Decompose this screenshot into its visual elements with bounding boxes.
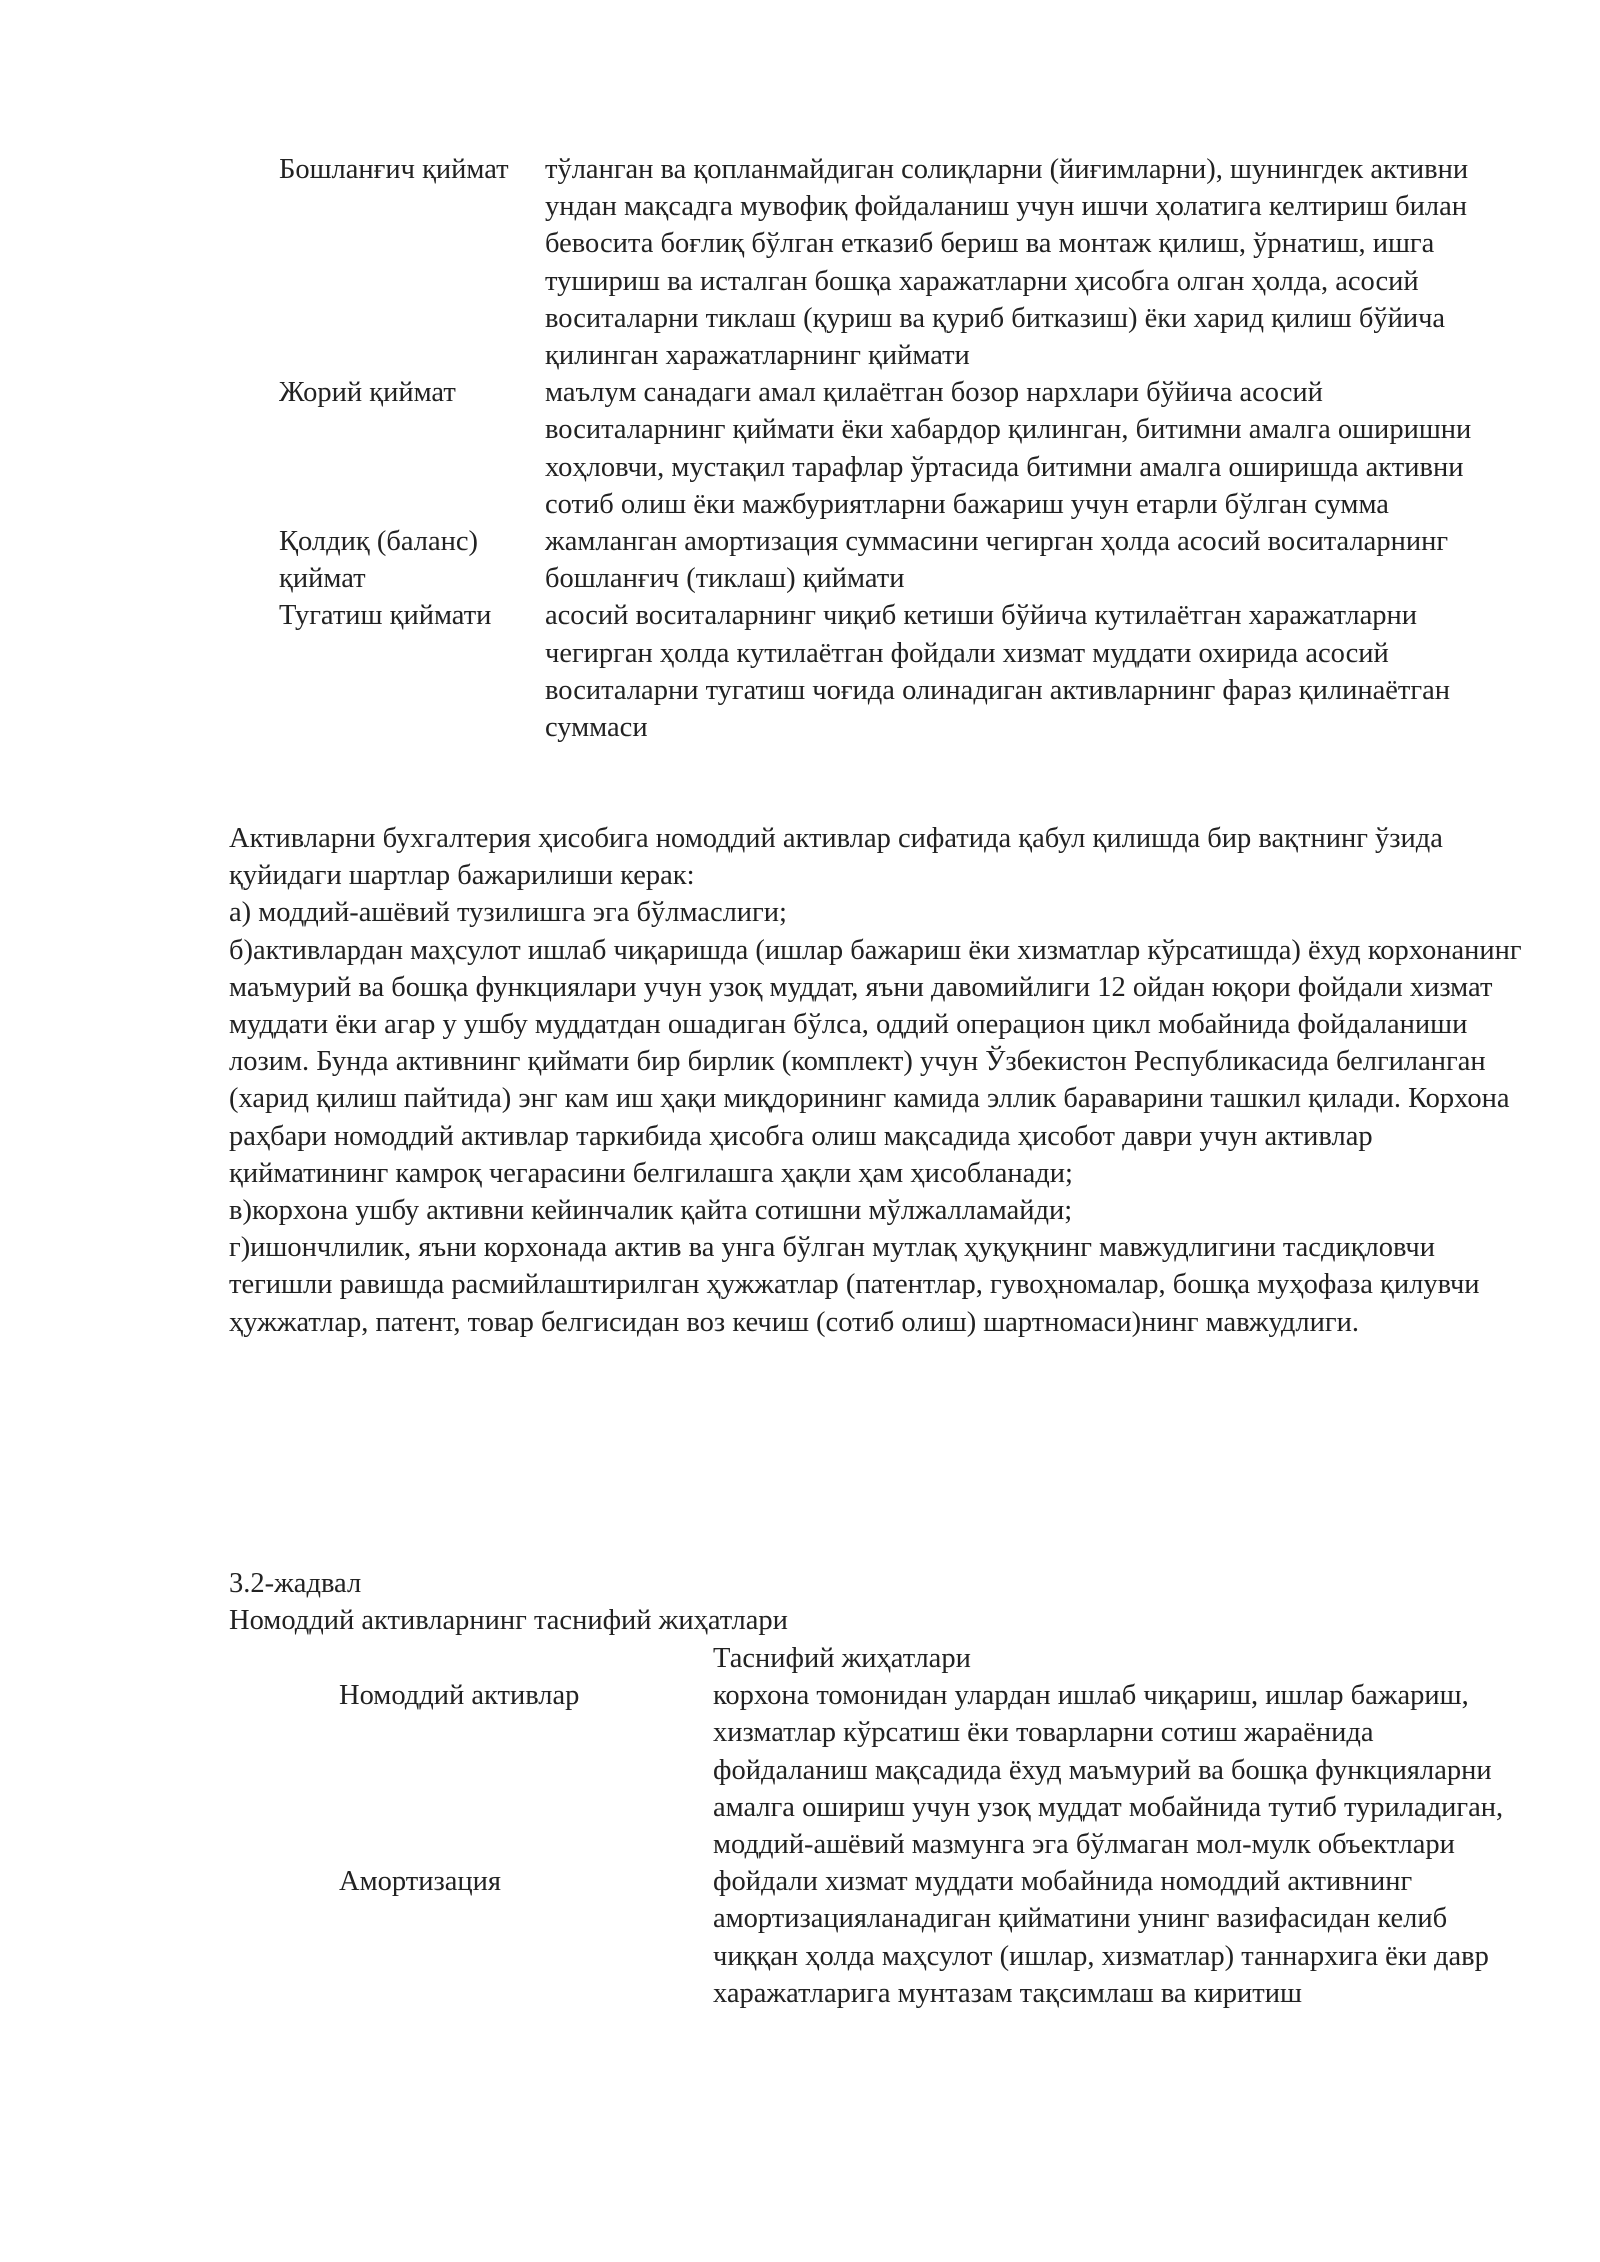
table-row [339, 1677, 1519, 1863]
condition-a-paragraph: а) моддий-ашёвий тузилишга эга бўлмаслиги; [229, 897, 787, 929]
definition-row [279, 151, 1519, 374]
table-row-text: корхона томонидан улардан ишлаб чиқариш, ишлар бажариш, хизматлар кўрсатиш ёки товарларни сотиш жараёнида фойдаланиш мақсадида ёхуд маъмурий ва бошқа функцияларни амалга ошириш учун узоқ муддат мобайнида тутиб туриладиган, моддий-ашёвий мазмунга эга бўлмаган мол-мулк объектлари [713, 1680, 1504, 1861]
definition-term: Жорий қиймат [279, 377, 456, 409]
definition-text: маълум санадаги амал қилаётган бозор нархлари бўйича асосий воситаларнинг қиймати ёки хабардор қилинган, битимни амалга оширишни хоҳловчи, мустақил тарафлар ўртасида битимни амалга оширишда активни сотиб олиш ёки мажбуриятларни бажариш учун етарли бўлган сумма [545, 377, 1472, 520]
condition-g-paragraph: г)ишончлилик, яъни корхонада актив ва унга бўлган мутлақ ҳуқуқнинг мавжудлигини тасдиқловчи тегишли равишда расмийлаштирилган ҳужжатлар (патентлар, гувоҳномалар, бошқа муҳофаза қилувчи ҳужжатлар, патент, товар белгисидан воз кечиш (сотиб олиш) шартномаси)нинг мавжудлиги. [229, 1232, 1480, 1338]
classification-table [339, 1640, 1519, 2012]
definition-row [279, 597, 1519, 746]
body-text [229, 820, 1529, 1341]
condition-b-paragraph: б)активлардан маҳсулот ишлаб чиқаришда (ишлар бажариш ёки хизматлар кўрсатишда) ёхуд корхонанинг маъмурий ва бошқа функциялари учун узоқ муддат, яъни давомийлиги 12 ойдан юқори фойдали хизмат муддати ёки агар у ушбу муддатдан ошадиган бўлса, оддий операцион цикл мобайнида фойдаланиши лозим. Бунда активнинг қиймати бир бирлик (комплект) учун Ўзбекистон Республикасида белгиланган (харид қилиш пайтида) энг кам иш ҳақи миқдорининг камида эллик бараварини ташкил қилади. Корхона раҳбари номоддий активлар таркибида ҳисобга олиш мақсадида ҳисобот даври учун активлар қийматининг камроқ чегарасини белгилашга ҳақли ҳам ҳисобланади; [229, 934, 1522, 1189]
definition-term: Қолдиқ (баланс) қиймат [279, 526, 478, 595]
table-row-text: фойдали хизмат муддати мобайнида номоддий активнинг амортизацияланадиган қийматини унинг вазифасидан келиб чиққан ҳолда маҳсулот (ишлар, хизматлар) таннархига ёки давр харажатларига мунтазам тақсимлаш ва киритиш [713, 1866, 1489, 2009]
definition-text: жамланган амортизация суммасини чегирган ҳолда асосий воситаларнинг бошланғич (тиклаш) қиймати [545, 526, 1449, 595]
table-column-header: Таснифий жиҳатлари [713, 1643, 971, 1674]
table-caption [229, 1565, 1529, 1639]
table-row [339, 1863, 1519, 2012]
table-row-term: Номоддий активлар [339, 1680, 580, 1712]
condition-v-paragraph: в)корхона ушбу активни кейинчалик қайта сотишни мўлжалламайди; [229, 1195, 1073, 1227]
definition-text: асосий воситаларнинг чиқиб кетиши бўйича кутилаётган харажатларни чегирган ҳолда кутилаётган фойдали хизмат муддати охирида асосий воситаларни тугатиш чоғида олинадиган активларнинг фараз қилинаётган суммаси [545, 600, 1450, 744]
table-number: 3.2-жадвал [229, 1568, 362, 1599]
definition-row [279, 374, 1519, 523]
intro-paragraph: Активларни бухгалтерия ҳисобига номоддий активлар сифатида қабул қилишда бир вақтнинг ўзида қуйидаги шартлар бажарилиши керак: [229, 823, 1443, 892]
definition-row [279, 523, 1519, 597]
table-row-term: Амортизация [339, 1866, 501, 1898]
definition-term: Бошланғич қиймат [279, 154, 509, 185]
table-title: Номоддий активларнинг таснифий жиҳатлари [229, 1605, 788, 1637]
definitions-table [279, 151, 1519, 746]
definition-text: тўланган ва қопланмайдиган солиқларни (йиғимларни), шунингдек активни ундан мақсадга мувофиқ фойдаланиш учун ишчи ҳолатига келтириш билан бевосита боғлиқ бўлган етказиб бериш ва монтаж қилиш, ўрнатиш, ишга тушириш ва исталган бошқа харажатларни ҳисобга олган ҳолда, асосий воситаларни тиклаш (қуриш ва қуриб битказиш) ёки харид қилиш бўйича қилинган харажатларнинг қиймати [545, 154, 1469, 372]
definition-term: Тугатиш қиймати [279, 600, 492, 632]
